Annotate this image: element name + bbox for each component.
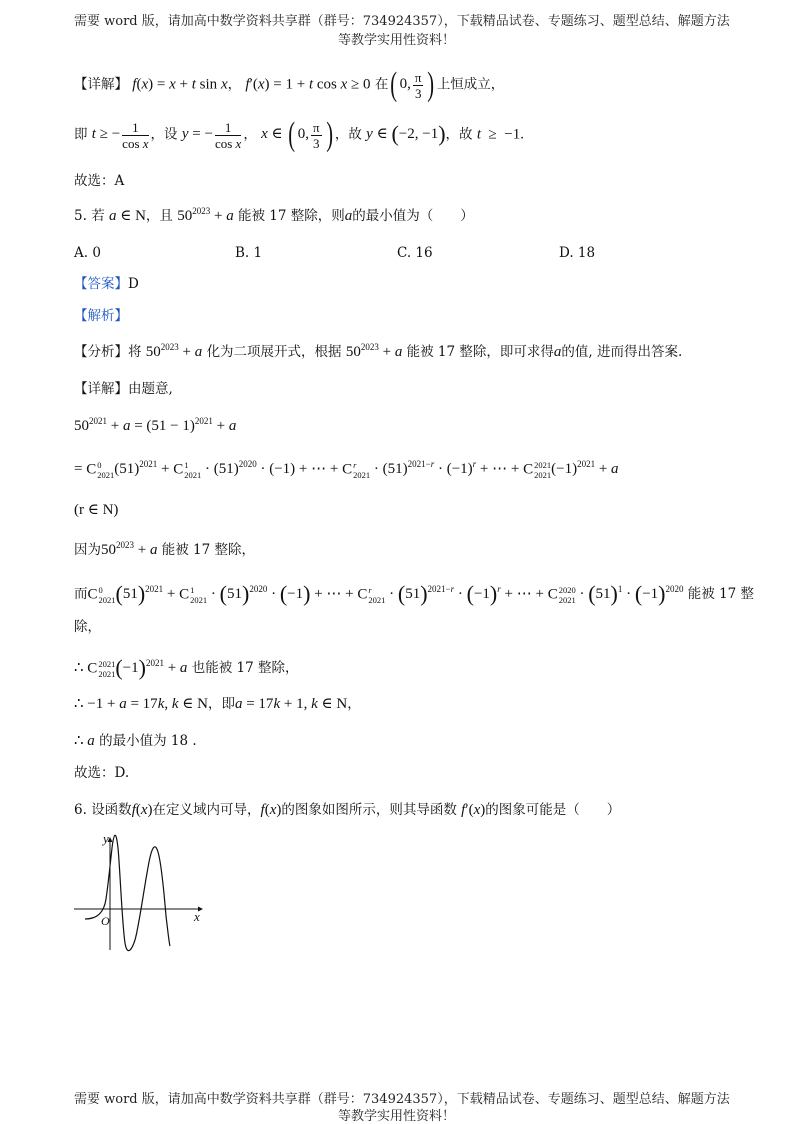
interval-0-pi3: ( 0, $\frac{\pi}{3}$ ): [390, 66, 435, 103]
t-result: t ≥ −1.: [476, 126, 524, 143]
fx-2: f(x): [260, 802, 282, 818]
q6-stem-b: 在定义域内可导，: [152, 802, 261, 818]
bottom-banner-line2: 等教学实用性资料！: [338, 1109, 456, 1124]
therefore2-line: ∴ −1 + a = 17k, k ∈ N，即a = 17k + 1, k ∈ N，: [74, 696, 361, 712]
q6-stem: [74, 803, 620, 818]
therefore1-expr: ∴ C 2021 2021 $(-1)^{2021} + a$: [74, 655, 188, 680]
q5-stem-c: 能被 17 整除，则: [237, 208, 345, 224]
fenxi-var-a: a: [553, 344, 562, 360]
prev-detail-line: 【详解】 f(x) = x + t sin x， f′(x) = 1 + t cos x ≥ 0 在( 0, $\frac{\pi}{3}$ ) 上恒成立，: [74, 66, 505, 103]
and-line: [74, 583, 754, 605]
q5-stem-b: ，且: [145, 208, 173, 224]
q5-option-d[interactable]: D. 18: [559, 245, 596, 261]
fenxi-expr2: $50^{2023} + a$: [345, 342, 403, 360]
y-label: y: [103, 831, 109, 846]
q6-stem-a: 设函数: [91, 802, 132, 818]
line2-c: ，: [243, 126, 257, 143]
because-b: 能被 17 整除，: [161, 542, 256, 558]
prev-choose: 故选：A: [74, 173, 125, 189]
q5-option-a[interactable]: A. 0: [74, 245, 101, 261]
detail-tail: 上恒成立，: [436, 76, 505, 93]
therefore2-mid: ，即: [207, 696, 235, 712]
line2-d: ，故: [334, 126, 362, 143]
detail-tag: 【详解】: [74, 76, 128, 93]
because-expr: $50^{2023} + a$: [101, 540, 158, 558]
q5-xiangjie: [74, 383, 173, 397]
q6-number: 6.: [74, 802, 87, 818]
fx-1: f(x): [131, 802, 153, 818]
ineq-t: t ≥ − $\frac{1}{\text{cos x}}$: [91, 119, 149, 151]
therefore2-expr1: ∴ −1 + a = 17k, k ∈ N: [74, 696, 208, 712]
q6-stem-c: 的图象如图所示，则其导函数: [281, 802, 457, 818]
because-a: 因为: [74, 542, 101, 558]
q5-stem-a: 若: [91, 208, 105, 224]
fprime-x: f′(x): [461, 802, 486, 818]
q5-answer-line: [74, 278, 139, 292]
q5-option-b[interactable]: B. 1: [235, 245, 263, 261]
therefore1-line: [74, 657, 298, 679]
origin-label: O: [101, 914, 110, 928]
q5-choose: 故选：D.: [74, 765, 130, 781]
answer-tag: 【答案】: [74, 276, 128, 292]
formula-f: f(x) = x + t sin x: [132, 76, 228, 93]
r-in-n: (r ∈ N): [74, 502, 119, 518]
fenxi-b: 化为二项展开式，根据: [206, 344, 342, 360]
analysis-tag: 【解析】: [74, 308, 128, 324]
and-b: 能被 17 整: [687, 586, 755, 602]
line2-e: ，故: [445, 126, 473, 143]
fenxi-a: 将: [128, 344, 142, 360]
q5-fenxi: [74, 342, 683, 360]
fenxi-tag: 【分析】: [74, 344, 128, 360]
expr-50-2023-a: $50^{2023} + a$: [177, 206, 234, 224]
and-a: 而: [74, 586, 88, 602]
def-y: y = − $\frac{1}{\text{cos x}}$: [181, 119, 242, 151]
and-expr: C 0 2021 $(51)^{2021} + C$ 1 2021 · $(51)^{2020} \cdot (-1)$ + ⋯ + C r 2021 · $(51)^{2021-r} \cdot (-1)^r$ + ⋯ + C 2020 2021 · $(51)^1 \cdot (-1)^{2020}$: [87, 581, 684, 606]
function-curve: [85, 835, 170, 950]
therefore1-b: 也能被 17 整除，: [191, 660, 299, 676]
fenxi-d: 的值, 进而得出答案.: [561, 344, 683, 360]
therefore3-expr: ∴ a: [74, 733, 95, 749]
q5-number: 5.: [74, 208, 87, 224]
detail-mid: 在: [374, 76, 389, 93]
a-in-n: a ∈ N: [108, 208, 146, 224]
line2-b: ，设: [150, 126, 178, 143]
var-a: a: [344, 208, 353, 224]
xiangjie-tag: 【详解】: [74, 381, 128, 397]
x-label: x: [194, 909, 200, 924]
fenxi-expr1: $50^{2023} + a$: [145, 342, 203, 360]
top-banner-line2: 等教学实用性资料！: [338, 33, 456, 48]
top-banner-line1: 需要 word 版，请加高中数学资料共享群（群号：734924357），下载精品试卷、专题练习、题型总结、解题方法: [74, 14, 730, 29]
q5-option-c[interactable]: C. 16: [397, 245, 433, 261]
xiangjie-text: 由题意,: [128, 381, 173, 397]
q6-stem-d: 的图象可能是（ ）: [485, 802, 621, 818]
formula-fprime: f′(x) = 1 + t cos x ≥ 0: [245, 76, 371, 93]
therefore2-expr2: a = 17k + 1, k ∈ N: [234, 696, 348, 712]
and-c: 除，: [74, 619, 101, 635]
y-range: y ∈ (−2, −1): [366, 121, 446, 147]
answer-value: D: [128, 276, 139, 292]
function-graph: [70, 828, 210, 953]
expand-line1: $50^{2021} + a = (51 - 1)^{2021} + a$: [74, 416, 237, 434]
therefore3-line: [74, 734, 197, 749]
expand-line2: = C 0 2021 $(51)^{2021} + C$ 1 2021 · $(51)^{2020} \cdot (-1)$ + ⋯ + C r 2021 · $(51)^{2021-r} \cdot (-1)^r$ + ⋯ + C 2021 2021 $(-1)^{2021} + a$: [74, 459, 619, 480]
prev-second-line: [74, 118, 524, 152]
fenxi-c: 能被 17 整除，即可求得: [406, 344, 554, 360]
line2-a: 即: [74, 126, 88, 143]
q5-stem: [74, 206, 474, 224]
q5-stem-d: 的最小值为（ ）: [352, 208, 474, 224]
therefore3-b: 的最小值为 18 .: [99, 733, 197, 749]
because-line: [74, 540, 256, 558]
x-in-interval: x ∈ ( 0, $\frac{\pi}{3}$ ): [261, 116, 333, 153]
bottom-banner-line1: 需要 word 版，请加高中数学资料共享群（群号：734924357），下载精品试卷、专题练习、题型总结、解题方法: [74, 1092, 730, 1107]
